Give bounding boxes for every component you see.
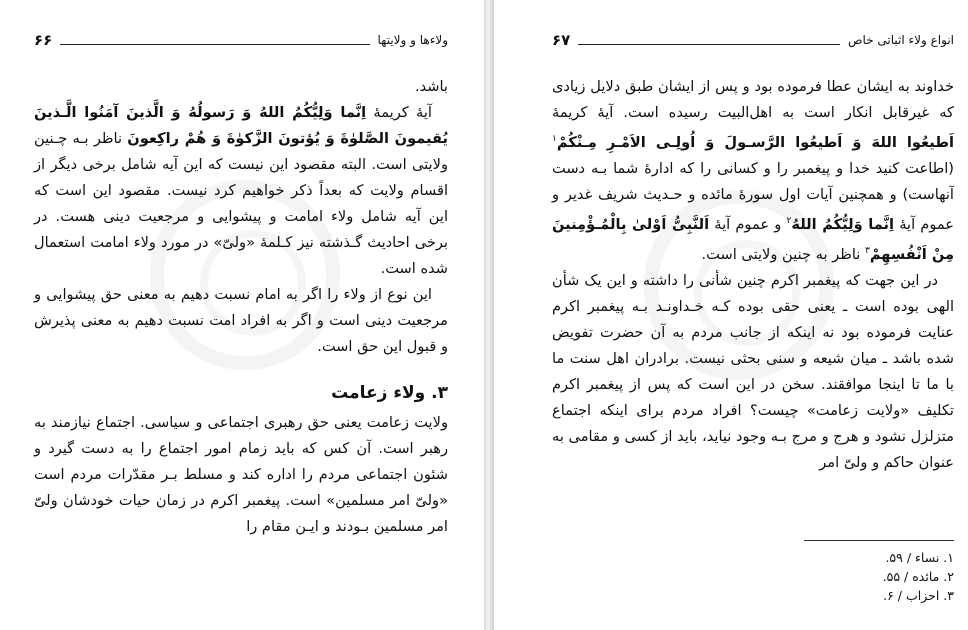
left-running-title: ولاءها و ولایتها bbox=[377, 33, 448, 47]
paragraph bbox=[552, 74, 954, 268]
footnote-ref: ۱ bbox=[552, 134, 557, 144]
paragraph: ولایت زعامت یعنی حق رهبری اجتماعی و سیاسی. اجتماع نیازمند به رهبر است. آن کس که باید زمام امور اجتماع را به دست گیرد و شئون اجتماعی مردم را اداره کند و مسلط بـر مقدّرات مردم است «ولیّ امر مسلمین» است. پیغمبر اکرم در زمان حیات خودشان ولیّ امر مسلمین بـودند و ایـن مقام را bbox=[34, 414, 448, 535]
left-page-number: ۶۶ bbox=[34, 31, 53, 49]
footnote-rule bbox=[804, 540, 954, 541]
right-page-body bbox=[552, 74, 954, 476]
text: و عموم آیهٔ bbox=[709, 215, 787, 233]
footnotes bbox=[754, 548, 954, 605]
quran-verse: اَلنَّبِیُّ اَوْلیٰ بِالْمُـؤْمِنینَ مِنْ اَنْفُسِهِمْ bbox=[552, 215, 954, 263]
quran-verse: اَطیعُوا اللهَ وَ اَطیعُوا الرَّسـولَ وَ اُولِـی الاَمْـرِ مِـنْکُمْ bbox=[556, 133, 954, 151]
text: (اطاعت کنید خدا و پیغمبر را و کسانی را که ادارهٔ شما بـه دست آنهاست) و همچنین آیات اول سورهٔ مائده و حـدیث شریف غدیر و عموم آیهٔ bbox=[552, 159, 955, 233]
footnote: ۱. نساء / ۵۹. bbox=[885, 550, 954, 565]
text: آیهٔ کریمهٔ bbox=[366, 104, 432, 121]
footnote-ref: ۲ bbox=[786, 215, 792, 226]
right-running-title: انواع ولاء اثباتی خاص bbox=[848, 33, 954, 47]
paragraph: این نوع از ولاء را اگر به امام نسبت دهیم به معنی حق پیشوایی و مرجعیت دینی است و اگر به افراد امت نسبت دهیم به معنی پذیرش و قبول این حق است. bbox=[34, 286, 448, 355]
right-page-header bbox=[552, 30, 954, 50]
book-spine bbox=[484, 0, 494, 630]
footnote-ref: ۳ bbox=[864, 245, 870, 256]
text: خداوند به ایشان عطا فرموده بود و پس از ایشان طبق دلایل زیادی که غیرقابل انکار است به اهل‌البیت رسیده است. آیهٔ کریمهٔ bbox=[552, 78, 954, 121]
header-rule bbox=[578, 35, 840, 45]
left-page-body bbox=[34, 74, 448, 540]
text: ناظر بـه چـنین ولایتی است. البته مقصود این نیست که این آیه شامل برخی دیگر از اقسام ولایت که بعداً ذکر خواهیم کرد نیست. مقصود این است که این آیه شامل ولاء امامت و پیشوایی و مرجعیت دینی هست. در برخی احادیث گـذشته نیز کـلمهٔ «ولیّ» در مورد ولاء امامت استعمال شده است. bbox=[34, 130, 448, 277]
text: ناظر به چنین ولایتی است. bbox=[701, 245, 865, 263]
paragraph: باشد. bbox=[414, 78, 448, 95]
paragraph bbox=[34, 100, 448, 282]
header-rule bbox=[60, 35, 369, 45]
paragraph: در این جهت که پیغمبر اکرم چنین شأنی را داشته و این یک شأن الهی بوده است ـ یعنی حقی بوده کـه خـداونـد بـه پیغمبر اکرم عنایت فرموده بود نه اینکه از جانب مردم به آن حضرت تفویض شده باشد ـ میان شیعه و سنی بحثی نیست. برادران اهل سنت ما با ما تا اینجا موافقند. سخن در این است که پس از پیغمبر اکرم تکلیف «ولایت زعامت» چیست؟ افراد مردم برای اینکه اجتماع متزلزل نشود و هرج و مرج بـه وجود نیاید، باید از کسی و مقامی به عنوان حاکم و ولیّ امر bbox=[552, 271, 954, 471]
footnote: ۲. مائده / ۵۵. bbox=[882, 569, 954, 584]
left-page-header bbox=[34, 30, 448, 50]
right-page-number: ۶۷ bbox=[552, 31, 571, 49]
section-title: ۳. ولاء زعامت bbox=[331, 383, 448, 403]
quran-verse: اِنَّما وَلِیُّکُمُ اللهُ bbox=[791, 215, 895, 233]
footnote: ۳. احزاب / ۶. bbox=[883, 588, 954, 603]
right-page bbox=[494, 0, 968, 630]
quran-verse: اِنَّما وَلِیُّکُمُ اللهُ وَ رَسولُهُ وَ الَّذینَ آمَنُوا الَّـذینَ یُقیمونَ الصَّلوٰةَ وَ یُؤتونَ الزَّکوٰةَ وَ هُمْ راکِعونَ bbox=[34, 104, 448, 147]
